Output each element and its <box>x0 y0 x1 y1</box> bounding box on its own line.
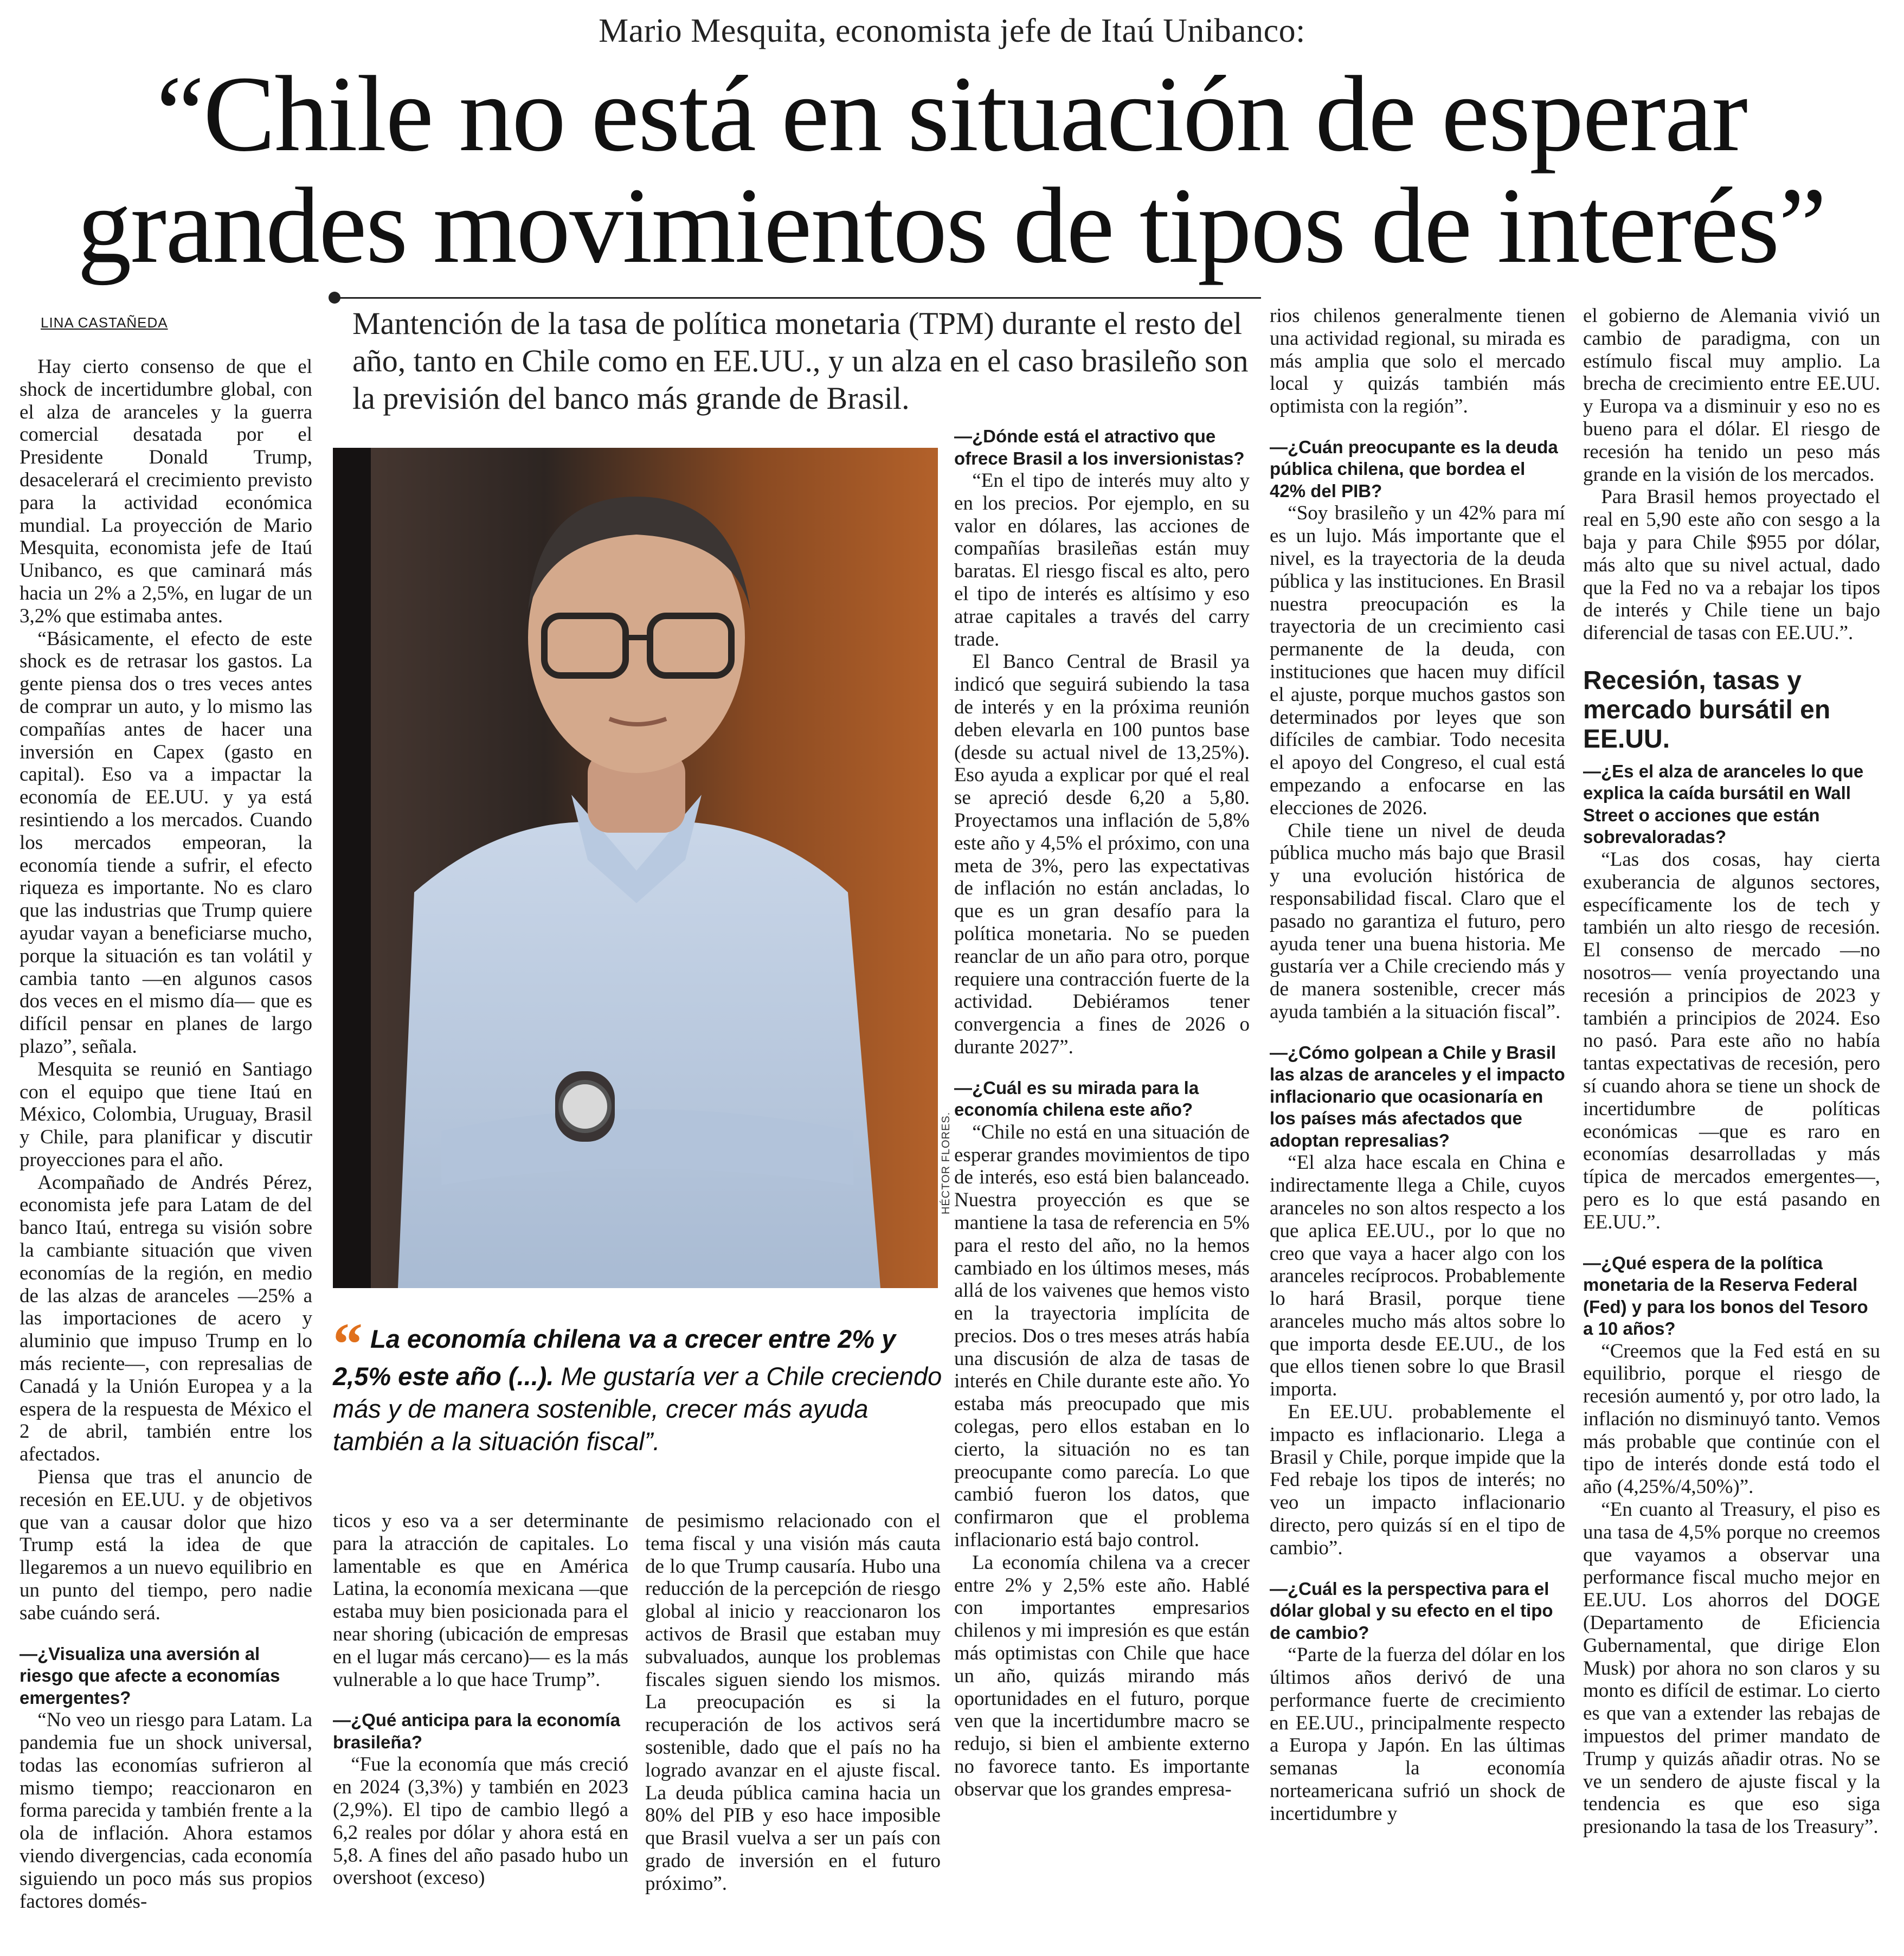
paragraph: “Soy brasileño y un 42% para mí es un lujo. Más importante que el nivel, es la trayectoria de la deuda pública y las instituciones. En Brasil nuestra preocupación es la trayectoria de un crecimiento casi permanente de la deuda, con instituciones que hacen muy difícil el ajuste, porque muchos gastos son determinados por leyes que son difíciles de cambiar. Todo necesita el apoyo del Congreso, el cual está empezando a enfocarse en las elecciones de 2026. <box>1270 502 1565 819</box>
column-1 <box>20 356 312 1913</box>
paragraph: “Básicamente, el efecto de este shock es de retrasar los gastos. La gente piensa dos o tres veces antes de comprar un auto, y lo mismo las compañías antes de hacer una inversión en Capex (gasto en capital). Eso va a impactar la economía de EE.UU. y ya está resintiendo a los mercados. Cuando los mercados empeoran, la economía tiende a sufrir, el efecto riqueza es importante. No es claro que las industrias que Trump quiere ayudar vayan a beneficiarse mucho, porque la situación es tan volátil y cambia tanto —en algunos casos dos veces en el mismo día— que es difícil pensar en planes de largo plazo”, señala. <box>20 627 312 1058</box>
question: —¿Es el alza de aranceles lo que explica la caída bursátil en Wall Street o acciones que están sobrevaloradas? <box>1583 761 1864 847</box>
paragraph: ticos y eso va a ser determinante para la atracción de capitales. Lo lamentable es que en América Latina, la economía mexicana —que estaba muy bien posicionada para el near shoring (ubicación de empresas en el lugar más cercano)— es la más vulnerable a lo que hace Trump”. <box>333 1510 628 1691</box>
question: —¿Cómo golpean a Chile y Brasil las alzas de aranceles y el impacto inflacionario que ocasionaría en los países más afectados que adoptan represalias? <box>1270 1042 1565 1150</box>
paragraph: Acompañado de Andrés Pérez, economista jefe para Latam de del banco Itaú, entrega su visión sobre la cambiante situación que viven economías de la región, en medio de las alzas de aranceles —25% a las importaciones de acero y aluminio que impuso Trump en lo más reciente—, con represalias de Canadá y la Unión Europea y a la espera de la respuesta de México el 2 de abril, también entre los afectados. <box>20 1171 312 1466</box>
paragraph: Para Brasil hemos proyectado el real en 5,90 este año con sesgo a la baja y para Chile $955 por dólar, más alto que su nivel actual, dado que la Fed no va a rebajar los tipos de interés y Chile tiene un bajo diferencial de tasas con EE.UU.”. <box>1583 486 1880 645</box>
paragraph: Hay cierto consenso de que el shock de incertidumbre global, con el alza de aranceles y la guerra comercial desatada por el Presidente Donald Trump, desacelerará el crecimiento previsto para la actividad económica mundial. La proyección de Mario Mesquita, economista jefe de Itaú Unibanco, es que caminará más hacia un 2% a 2,5%, en lugar de un 3,2% que estimaba antes. <box>20 356 312 627</box>
paragraph: La economía chilena va a crecer entre 2% y 2,5% este año. Hablé con importantes empresarios chilenos y mi impresión es que están más optimistas con Chile que hace un año, quizás mirando más oportunidades en el futuro, porque ven que la incertidumbre macro se redujo, si bien el ambiente externo no favorece tanto. Es importante observar que los grandes empresa- <box>954 1551 1250 1800</box>
column-6 <box>1583 305 1880 1838</box>
paragraph: En EE.UU. probablemente el impacto es inflacionario. Llega a Brasil y Chile, porque impide que la Fed rebaje los tipos de interés; no veo un impacto inflacionario directo, pero quizás sí en el tipo de cambio”. <box>1270 1401 1565 1559</box>
headline-line-2: grandes movimientos de tipos de interés” <box>77 166 1826 286</box>
headline-line-1: “Chile no está en situación de esperar <box>156 54 1747 174</box>
question: —¿Dónde está el atractivo que ofrece Brasil a los inversionistas? <box>954 426 1245 468</box>
paragraph: “Fue la economía que más creció en 2024 (3,3%) y también en 2023 (2,9%). El tipo de cambio llegó a 6,2 reales por dólar y ahora está en 5,8. A fines del año pasado hubo un overshoot (exceso) <box>333 1753 628 1889</box>
quote-mark-icon: “ <box>333 1311 363 1377</box>
column-3 <box>645 1510 941 1895</box>
column-2 <box>333 1510 628 1889</box>
paragraph: rios chilenos generalmente tienen una actividad regional, su mirada es más amplia que solo el mercado local y quizás también más optimista con la región”. <box>1270 305 1565 418</box>
standfirst: Mantención de la tasa de política monetaria (TPM) durante el resto del año, tanto en Chile como en EE.UU., y un alza en el caso brasileño son la previsión del banco más grande de Brasil. <box>352 306 1249 416</box>
question: —¿Qué anticipa para la economía brasileña? <box>333 1710 620 1752</box>
paragraph: “Creemos que la Fed está en su equilibrio, porque el riesgo de recesión aumentó y, por otro lado, la inflación no disminuyó tanto. Vemos más probable que continúe con el tipo de interés donde está todo el año (4,25%/4,50%)”. <box>1583 1340 1880 1498</box>
portrait-photo <box>333 448 938 1288</box>
section-subhead: Recesión, tasas y mercado bursátil en EE.UU. <box>1583 666 1831 754</box>
paragraph: “No veo un riesgo para Latam. La pandemia fue un shock universal, todas las economías sufrieron al mismo tiempo; reaccionaron en forma parecida y también frente a la ola de inflación. Ahora estamos viendo divergencias, cada economía siguiendo un poco más sus propios factores domés- <box>20 1709 312 1913</box>
paragraph: “Chile no está en una situación de esperar grandes movimientos de tipo de interés, eso está bien balanceado. Nuestra proyección es que se mantiene la tasa de referencia en 5% para el resto del año, no la hemos cambiado en los últimos meses, más allá de los vaivenes que hemos visto en la trayectoria implícita de precios. Dos o tres meses atrás había una discusión de alza de tasas de interés en Chile durante este año. Yo estaba más preocupado que mis colegas, pero ellos estaban en lo cierto, la situación no es tan preocupante como parecía. Lo que cambió fueron los datos, que confirmaron que el problema inflacionario está bajo control. <box>954 1121 1250 1552</box>
paragraph: “En el tipo de interés muy alto y en los precios. Por ejemplo, en su valor en dólares, las acciones de compañías brasileñas están muy baratas. El riesgo fiscal es alto, pero el tipo de interés es altísimo y eso atrae capitales a través del carry trade. <box>954 469 1250 651</box>
pull-quote-lead: La economía chilena va a crecer entre 2% y 2,5% este año (...). <box>333 1324 896 1391</box>
column-4 <box>954 426 1250 1801</box>
paragraph: El Banco Central de Brasil ya indicó que seguirá subiendo la tasa de interés y en la próxima reunión deben elevarla en 100 puntos base (desde su actual nivel de 13,25%). Eso ayuda a explicar por qué el real se apreció desde 6,20 a 5,80. Proyectamos una inflación de 5,8% este año y 4,5% el próximo, con una meta de 3%, pero las expectativas de inflación no están ancladas, lo que es un gran desafío para la política monetaria. No se pueden reanclar de un año para otro, porque requiere una contracción fuerte de la actividad. Debiéramos tener convergencia a fines de 2026 o durante 2027”. <box>954 651 1250 1058</box>
question: —¿Cuál es su mirada para la economía chilena este año? <box>954 1077 1199 1120</box>
standfirst-rule <box>334 297 1261 299</box>
paragraph: Piensa que tras el anuncio de recesión en EE.UU. y de objetivos que van a causar dolor que hizo Trump está la idea de que llegaremos a un nuevo equilibrio en un punto del tiempo, pero nadie sabe cuándo será. <box>20 1466 312 1624</box>
byline: LINA CASTAÑEDA <box>41 314 168 331</box>
question: —¿Cuán preocupante es la deuda pública chilena, que bordea el 42% del PIB? <box>1270 436 1558 501</box>
headline <box>33 54 1870 286</box>
paragraph: el gobierno de Alemania vivió un cambio de paradigma, con un estímulo fiscal muy amplio. La brecha de crecimiento entre EE.UU. y Europa va a disminuir y eso no es bueno para el dólar. El riesgo de recesión ha tenido un peso más grande en la visión de los mercados. <box>1583 305 1880 486</box>
column-5 <box>1270 305 1565 1825</box>
paragraph: “El alza hace escala en China e indirectamente llega a Chile, cuyos aranceles no son altos respecto a los que aplica EE.UU., por lo que no creo que vaya a hacer algo con los aranceles recíprocos. Probablemente lo hará Brasil, porque tiene aranceles mucho más altos sobre lo que importa desde EE.UU., de los que ellos tienen sobre lo que Brasil importa. <box>1270 1151 1565 1401</box>
portrait-illustration <box>333 448 938 1288</box>
pull-quote-rest: Me gustaría ver a Chile creciendo más y de manera sostenible, crecer más ayuda también a la situación fiscal”. <box>333 1362 942 1456</box>
question: —¿Qué espera de la política monetaria de la Reserva Federal (Fed) y para los bonos del Tesoro a 10 años? <box>1583 1252 1868 1339</box>
paragraph: “Parte de la fuerza del dólar en los últimos años derivó de una performance fuerte de crecimiento en EE.UU., principalmente respecto a Europa y Japón. En las últimas semanas la economía norteamericana sufrió un shock de incertidumbre y <box>1270 1644 1565 1825</box>
paragraph: “En cuanto al Treasury, el piso es una tasa de 4,5% porque no creemos que vayamos a observar una performance fiscal mucho mejor en EE.UU. Los ahorros del DOGE (Departamento de Eficiencia Gubernamental, que dirige Elon Musk) por ahora no son claros y su monto es difícil de estimar. Lo cierto es que van a extender las rebajas de impuestos del primer mandato de Trump y quizás añadir otras. No se ve un sendero de ajuste fiscal y la tendencia es que eso siga presionando la tasa de los Treasury”. <box>1583 1498 1880 1838</box>
paragraph: de pesimismo relacionado con el tema fiscal y una visión más cauta de lo que Trump causaría. Hubo una reducción de la percepción de riesgo global al inicio y reaccionaron los activos de Brasil que estaban muy subvaluados, aunque los problemas fiscales siguen siendo los mismos. La preocupación es si la recuperación de los activos será sostenible, dado que el país no ha logrado avanzar en el ajuste fiscal. La deuda pública camina hacia un 80% del PIB y eso hace imposible que Brasil vuelva a ser un país con grado de inversión en el futuro próximo”. <box>645 1510 941 1895</box>
question: —¿Cuál es la perspectiva para el dólar global y su efecto en el tipo de cambio? <box>1270 1578 1553 1643</box>
kicker: Mario Mesquita, economista jefe de Itaú Unibanco: <box>599 12 1305 49</box>
paragraph: Chile tiene un nivel de deuda pública mucho más bajo que Brasil y una evolución histórica de responsabilidad fiscal. Claro que el pasado no garantiza el futuro, pero ayuda tener una buena historia. Me gustaría ver a Chile creciendo más y de manera sostenible, crecer más ayuda también a la situación fiscal”. <box>1270 819 1565 1024</box>
paragraph: “Las dos cosas, hay cierta exuberancia de algunos sectores, específicamente los de tech y también un alto riesgo de recesión. El consenso de mercado —no nosotros— venía proyectando una recesión a principios de 2023 y también a principios de 2024. Eso no pasó. Para este año no había tantas expectativas de recesión, pero sí cuando ahora se tiene un shock de incertidumbre de políticas económicas —que es raro en economías desarrolladas y más típica de mercados emergentes—, pero es lo que está pasando en EE.UU.”. <box>1583 848 1880 1233</box>
question: —¿Visualiza una aversión al riesgo que afecte a economías emergentes? <box>20 1643 280 1708</box>
photo-credit: HÉCTOR FLORES. <box>940 1111 952 1214</box>
pull-quote <box>333 1311 956 1458</box>
paragraph: Mesquita se reunió en Santiago con el equipo que tiene Itaú en México, Colombia, Uruguay, Brasil y Chile, para planificar y discutir proyecciones para el año. <box>20 1058 312 1171</box>
